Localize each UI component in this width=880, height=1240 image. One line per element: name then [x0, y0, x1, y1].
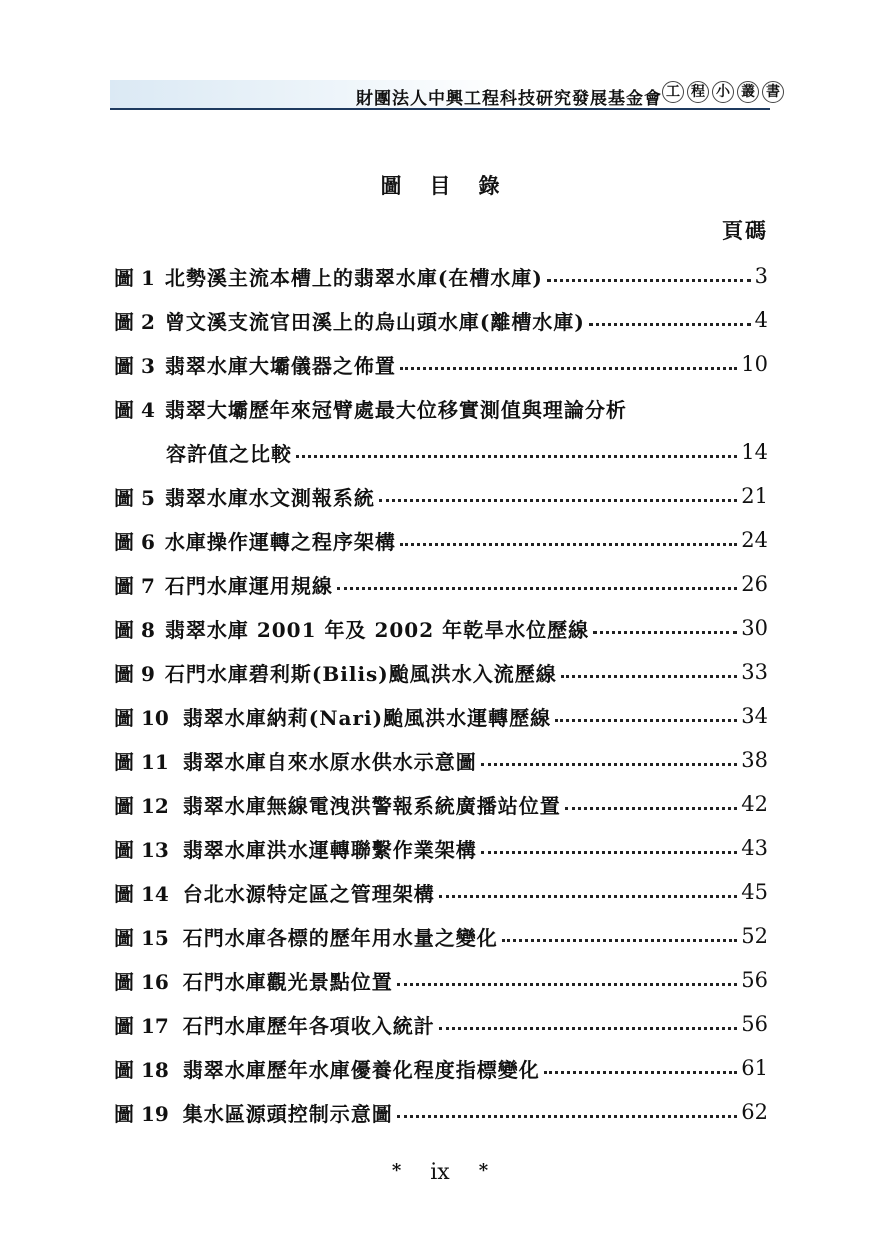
page-number: 33 — [741, 660, 768, 684]
page-number: 61 — [741, 1056, 768, 1080]
figure-title: 翡翠水庫歷年水庫優養化程度指標變化 — [182, 1057, 540, 1082]
figure-label: 圖 11 — [114, 749, 169, 774]
figure-label: 圖 10 — [114, 705, 169, 730]
page-title: 圖目錄 — [380, 173, 528, 198]
figure-title: 石門水庫碧利斯(Bilis)颱風洪水入流歷線 — [164, 661, 557, 686]
list-item[interactable] — [114, 254, 768, 298]
dot-leader — [547, 279, 751, 282]
footer-star-right: * — [478, 1160, 489, 1181]
figure-title-continued: 容許值之比較 — [166, 441, 292, 466]
dot-leader — [481, 851, 737, 854]
list-item[interactable] — [114, 694, 768, 738]
dot-leader — [397, 983, 737, 986]
page-footer — [0, 1160, 880, 1185]
series-badge: 小 — [712, 81, 734, 103]
list-item[interactable] — [114, 1090, 768, 1134]
list-item[interactable] — [114, 782, 768, 826]
list-item[interactable] — [114, 958, 768, 1002]
series-logo — [662, 81, 784, 103]
dot-leader — [296, 455, 737, 458]
dot-leader — [400, 367, 737, 370]
figure-label: 圖 14 — [114, 881, 169, 906]
figure-label: 圖 7 — [114, 573, 155, 598]
figure-label: 圖 8 — [114, 617, 155, 642]
dot-leader — [502, 939, 737, 942]
figure-title: 北勢溪主流本槽上的翡翠水庫(在槽水庫) — [164, 265, 543, 290]
figure-label: 圖 3 — [114, 353, 155, 378]
page-number: 30 — [741, 616, 768, 640]
page-number: 56 — [741, 1012, 768, 1036]
dot-leader — [439, 1027, 737, 1030]
figure-label: 圖 19 — [114, 1101, 169, 1126]
list-item[interactable] — [114, 518, 768, 562]
figure-title: 翡翠水庫大壩儀器之佈置 — [164, 353, 396, 378]
figure-title: 翡翠水庫 2001 年及 2002 年乾旱水位歷線 — [164, 617, 590, 642]
list-item-continuation[interactable] — [114, 430, 768, 474]
dot-leader — [400, 543, 737, 546]
footer-star-left: * — [391, 1160, 402, 1181]
page-number: 21 — [741, 484, 768, 508]
dot-leader — [439, 895, 737, 898]
figure-label: 圖 12 — [114, 793, 169, 818]
dot-leader — [544, 1071, 737, 1074]
list-item[interactable] — [114, 1002, 768, 1046]
dot-leader — [397, 1115, 737, 1118]
page-number: 24 — [741, 528, 768, 552]
page-number: 45 — [741, 880, 768, 904]
dot-leader — [565, 807, 737, 810]
figure-label: 圖 9 — [114, 661, 155, 686]
page-number: 62 — [741, 1100, 768, 1124]
dot-leader — [379, 499, 737, 502]
page-number: 43 — [741, 836, 768, 860]
figure-title: 台北水源特定區之管理架構 — [182, 881, 435, 906]
page-number: 4 — [754, 308, 768, 332]
figure-label: 圖 17 — [114, 1013, 169, 1038]
figure-title: 翡翠水庫自來水原水供水示意圖 — [182, 749, 477, 774]
list-item[interactable] — [114, 606, 768, 650]
figure-label: 圖 6 — [114, 529, 155, 554]
page-number: 3 — [754, 264, 768, 288]
list-item[interactable] — [114, 870, 768, 914]
dot-leader — [561, 675, 737, 678]
page-number: 52 — [741, 924, 768, 948]
page-number: 26 — [741, 572, 768, 596]
figure-title: 曾文溪支流官田溪上的烏山頭水庫(離槽水庫) — [164, 309, 585, 334]
list-item[interactable] — [114, 914, 768, 958]
figure-title: 翡翠水庫水文測報系統 — [164, 485, 375, 510]
figure-title: 翡翠水庫無線電洩洪警報系統廣播站位置 — [182, 793, 561, 818]
list-item[interactable] — [114, 474, 768, 518]
page-number: 34 — [741, 704, 768, 728]
series-badge: 工 — [662, 81, 684, 103]
figure-label: 圖 15 — [114, 925, 169, 950]
figure-title: 石門水庫歷年各項收入統計 — [182, 1013, 435, 1038]
page-number: 14 — [741, 440, 768, 464]
figure-title: 翡翠水庫洪水運轉聯繫作業架構 — [182, 837, 477, 862]
series-badge: 程 — [687, 81, 709, 103]
list-item[interactable] — [114, 386, 768, 430]
dot-leader — [481, 763, 737, 766]
figure-label: 圖 16 — [114, 969, 169, 994]
figure-title: 石門水庫運用規線 — [164, 573, 333, 598]
page-number: 38 — [741, 748, 768, 772]
list-item[interactable] — [114, 826, 768, 870]
list-item[interactable] — [114, 298, 768, 342]
series-badge: 叢 — [737, 81, 759, 103]
figure-title: 石門水庫各標的歷年用水量之變化 — [182, 925, 498, 950]
figure-label: 圖 18 — [114, 1057, 169, 1082]
list-item[interactable] — [114, 650, 768, 694]
figure-title: 集水區源頭控制示意圖 — [182, 1101, 393, 1126]
page-number: 56 — [741, 968, 768, 992]
list-item[interactable] — [114, 342, 768, 386]
figure-title: 石門水庫觀光景點位置 — [182, 969, 393, 994]
page-number-roman: ix — [430, 1160, 450, 1185]
figure-label: 圖 5 — [114, 485, 155, 510]
figure-title: 水庫操作運轉之程序架構 — [164, 529, 396, 554]
figure-label: 圖 2 — [114, 309, 155, 334]
figure-list — [114, 254, 768, 1134]
dot-leader — [589, 323, 751, 326]
figure-label: 圖 13 — [114, 837, 169, 862]
page-column-label: 頁碼 — [722, 218, 768, 243]
dot-leader — [593, 631, 737, 634]
dot-leader — [337, 587, 737, 590]
figure-title: 翡翠水庫納莉(Nari)颱風洪水運轉歷線 — [182, 705, 552, 730]
page-number: 42 — [741, 792, 768, 816]
series-badge: 書 — [762, 81, 784, 103]
figure-label: 圖 1 — [114, 265, 155, 290]
list-item[interactable] — [114, 1046, 768, 1090]
figure-label: 圖 4 — [114, 397, 155, 422]
figure-title: 翡翠大壩歷年來冠臂處最大位移實測值與理論分析 — [164, 397, 627, 422]
header-organization: 財團法人中興工程科技研究發展基金會 — [356, 89, 662, 109]
page-number: 10 — [741, 352, 768, 376]
list-item[interactable] — [114, 738, 768, 782]
dot-leader — [555, 719, 737, 722]
list-item[interactable] — [114, 562, 768, 606]
